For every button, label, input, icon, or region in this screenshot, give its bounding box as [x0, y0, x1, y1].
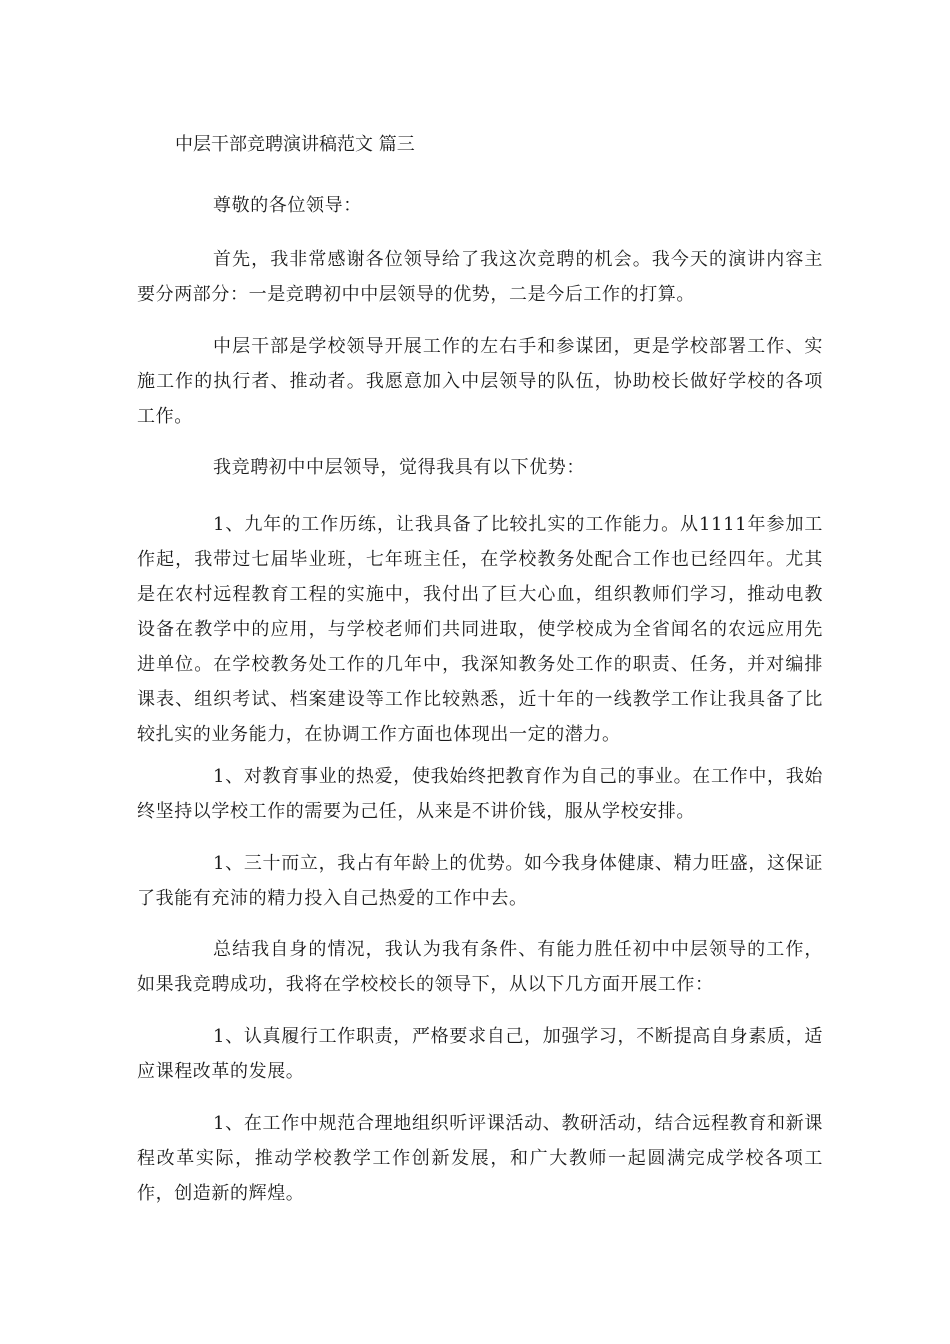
document-title: 中层干部竞聘演讲稿范文 篇三 [175, 134, 415, 155]
advantage-passion-paragraph: 1、对教育事业的热爱，使我始终把教育作为自己的事业。在工作中，我始终坚持以学校工作的需要为己任，从来是不讲价钱，服从学校安排。 [137, 766, 823, 822]
salutation-paragraph: 尊敬的各位领导： [213, 195, 362, 216]
advantage-experience-paragraph: 1、九年的工作历练，让我具备了比较扎实的工作能力。从1111年参加工作起，我带过七届毕业班，七年班主任，在学校教务处配合工作也已经四年。尤其是在农村远程教育工程的实施中，我付出了巨大心血，组织教师们学习，推动电教设备在教学中的应用，与学校老师们共同进取，使学校成为全省闻名的农远应用先进单位。在学校教务处工作的几年中，我深知教务处工作的职责、任务，并对编排课表、组织考试、档案建设等工作比较熟悉，近十年的一线教学工作让我具备了比较扎实的业务能力，在协调工作方面也体现出一定的潜力。 [137, 514, 823, 745]
role-paragraph: 中层干部是学校领导开展工作的左右手和参谋团，更是学校部署工作、实施工作的执行者、推动者。我愿意加入中层领导的队伍，协助校长做好学校的各项工作。 [137, 336, 823, 427]
plan-duty-paragraph: 1、认真履行工作职责，严格要求自己，加强学习，不断提高自身素质，适应课程改革的发展。 [137, 1026, 823, 1082]
advantages-heading-paragraph: 我竞聘初中中层领导，觉得我具有以下优势： [213, 457, 585, 478]
advantage-age-paragraph: 1、三十而立，我占有年龄上的优势。如今我身体健康、精力旺盛，这保证了我能有充沛的精力投入自己热爱的工作中去。 [137, 853, 823, 909]
intro-paragraph: 首先，我非常感谢各位领导给了我这次竞聘的机会。我今天的演讲内容主要分两部分：一是竞聘初中中层领导的优势，二是今后工作的打算。 [137, 249, 823, 305]
plan-teaching-paragraph: 1、在工作中规范合理地组织听评课活动、教研活动，结合远程教育和新课程改革实际，推动学校教学工作创新发展，和广大教师一起圆满完成学校各项工作，创造新的辉煌。 [137, 1113, 823, 1204]
summary-paragraph: 总结我自身的情况，我认为我有条件、有能力胜任初中中层领导的工作，如果我竞聘成功，我将在学校校长的领导下，从以下几方面开展工作： [137, 939, 823, 995]
